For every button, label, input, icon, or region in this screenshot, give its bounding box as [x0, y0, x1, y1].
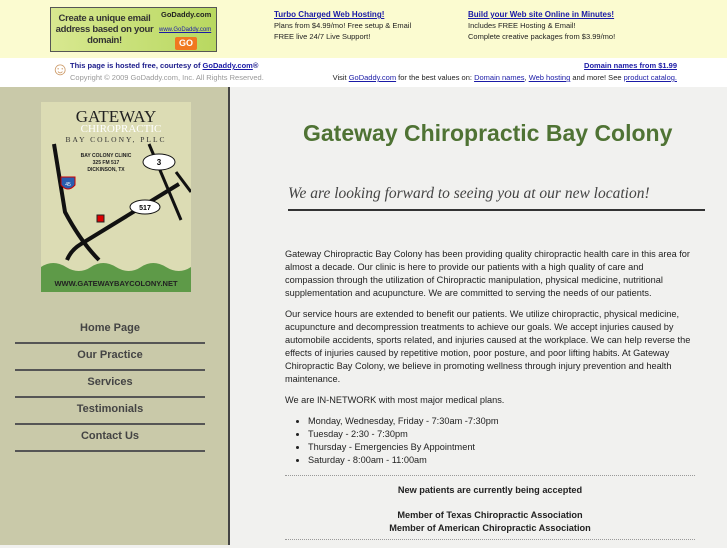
visit-line — [333, 73, 677, 82]
hours-item: • Thursday - Emergencies By Appointment — [308, 441, 695, 454]
ad-text: Create a unique email address based on your domain! — [55, 13, 154, 46]
map-street: 325 FM 517 — [92, 160, 120, 166]
road-517-label: 517 — [139, 205, 151, 212]
main-nav — [15, 317, 205, 452]
promo-line: Plans from $4.99/mo! Free setup & Email — [274, 21, 412, 30]
go-button[interactable]: GO — [175, 37, 197, 50]
clinic-map-image — [41, 102, 191, 292]
text: , — [524, 73, 529, 82]
map-website: WWW.GATEWAYBAYCOLONY.NET — [54, 279, 178, 288]
godaddy-link[interactable]: GoDaddy.com — [202, 61, 253, 70]
road-3-label: 3 — [156, 158, 162, 167]
interstate-label: 45 — [65, 182, 71, 188]
map-brand: GATEWAY — [75, 107, 157, 126]
domain-names-link[interactable]: Domain names — [474, 73, 525, 82]
text: for the best values on: — [396, 73, 475, 82]
hours-item: • Saturday - 8:00am - 11:00am — [308, 454, 695, 467]
map-clinic: BAY COLONY CLINIC — [80, 153, 132, 159]
membership-american: Member of American Chiropractic Association — [389, 523, 591, 533]
nav-our-practice[interactable]: Our Practice — [15, 344, 205, 371]
sidebar — [0, 87, 230, 545]
nav-home-page[interactable]: Home Page — [15, 317, 205, 344]
page-title: Gateway Chiropractic Bay Colony — [303, 120, 673, 146]
registered-mark: ® — [252, 61, 259, 70]
nav-services[interactable]: Services — [15, 371, 205, 398]
tagline: We are looking forward to seeing you at our new location! — [288, 185, 705, 211]
map-brand-sub2: BAY COLONY, PLLC — [65, 135, 167, 144]
hours-item: • Monday, Wednesday, Friday - 7:30am -7:30pm — [308, 415, 695, 428]
main-content — [232, 87, 727, 545]
new-patients-notice: New patients are currently being accepted — [397, 485, 583, 495]
hosted-notice — [70, 61, 258, 70]
hours-item: • Tuesday - 2:30 - 7:30pm — [308, 428, 695, 441]
ad-url[interactable]: www.GoDaddy.com — [159, 27, 212, 33]
intro-paragraph: Gateway Chiropractic Bay Colony has been providing quality chiropractic health care in this area for almost a decade. Our clinic is here to provide our patients with a high quality of care and compassion through the utilization of Chiropractic manipulation, physical medicine, nutritional supplementation and acupuncture. We are committed to serving the needs of our patients. — [285, 249, 690, 298]
promo-line: Complete creative packages from $3.99/mo! — [468, 32, 616, 41]
divider — [285, 539, 695, 540]
membership-texas: Member of Texas Chiropractic Association — [397, 510, 583, 520]
clinic-marker-icon — [97, 215, 104, 222]
godaddy-ad-bar — [0, 0, 727, 58]
nav-contact-us[interactable]: Contact Us — [15, 425, 205, 452]
promo-website — [468, 9, 615, 42]
email-ad-banner[interactable] — [50, 7, 217, 52]
promo-hosting — [274, 9, 411, 42]
domain-offer-link[interactable]: Domain names from $1.99 — [584, 61, 677, 70]
promo-line: FREE live 24/7 Live Support! — [274, 32, 371, 41]
map-city: DICKINSON, TX — [87, 167, 125, 173]
copyright: Copyright © 2009 GoDaddy.com, Inc. All Rights Reserved. — [70, 73, 264, 82]
promo-hosting-link[interactable]: Turbo Charged Web Hosting! — [274, 10, 385, 19]
map-brand-sub: CHIROPRACTIC — [80, 123, 162, 135]
text: and more! See — [570, 73, 624, 82]
godaddy-logo: GoDaddy.com — [161, 10, 212, 19]
hours-paragraph: Our service hours are extended to benefit our patients. We utilize chiropractic, physical medicine, acupuncture and decompression treatments to achieve our goals. We accept injuries caused by automobile accidents, sports related, and injuries caused at the workplace. We can help reverse the effects of injuries caused by repetitive motion, poor posture, and poor lifting habits. At Gateway Chiropractic Bay Colony, we believe in promoting wellness through injury prevention and health maintenance. — [285, 309, 691, 384]
hosting-notice-bar — [0, 58, 727, 87]
promo-website-link[interactable]: Build your Web site Online in Minutes! — [468, 10, 615, 19]
product-catalog-link[interactable]: product catalog. — [623, 73, 677, 82]
nav-testimonials[interactable]: Testimonials — [15, 398, 205, 425]
divider — [285, 475, 695, 476]
visit-godaddy-link[interactable]: GoDaddy.com — [348, 73, 397, 82]
content-body — [285, 248, 695, 548]
hosted-text: This page is hosted free, courtesy of — [70, 61, 203, 70]
promo-line: Includes FREE Hosting & Email! — [468, 21, 576, 30]
text: Visit — [332, 73, 349, 82]
network-paragraph: We are IN-NETWORK with most major medical plans. — [285, 395, 505, 405]
godaddy-mascot-icon: ☺ — [51, 59, 70, 79]
web-hosting-link[interactable]: Web hosting — [528, 73, 571, 82]
hours-list — [308, 415, 695, 467]
